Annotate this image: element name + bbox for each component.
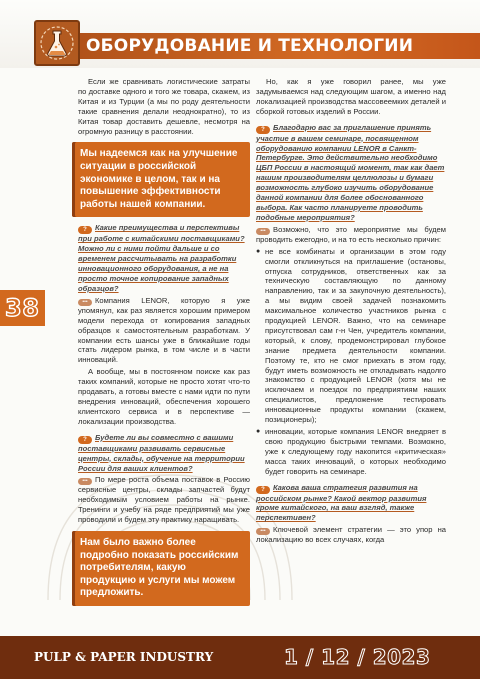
answer-text: Ключевой элемент стратегии — это упор на локализацию во всех случаях, когда: [256, 525, 446, 545]
answer-paragraph: [78, 296, 250, 365]
left-column: [78, 77, 250, 612]
page-number: 38: [5, 294, 40, 322]
section-header: [0, 0, 480, 68]
interview-question: [256, 123, 446, 223]
pull-quote: Нам было важно более подробно показать российским потребителям, какую продукцию и услуги мы можем предложить.: [72, 531, 250, 606]
page-footer: [0, 636, 480, 679]
question-badge-icon: ?: [256, 126, 270, 134]
answer-badge-icon: •••: [78, 478, 92, 485]
answer-paragraph: [78, 475, 250, 525]
page-number-tab: [0, 290, 45, 326]
paragraph: Но, как я уже говорил ранее, мы уже задумываемся над следующим шагом, а именно над локализацией производства массовеемких деталей и сборкой готовых изделий в России.: [256, 77, 446, 116]
lab-flask-logo-icon: [34, 20, 80, 66]
issue-number: 1 / 12 / 2023: [284, 645, 431, 669]
bullet-list: [256, 247, 446, 477]
publication-name: PULP & PAPER INDUSTRY: [34, 650, 214, 664]
answer-text: По мере роста объема поставок в Россию сервисные центры, склады запчастей будут необходимым условием работы на рынке. Тренинги и учебу на ряде предприятий мы уже проводили и будем эту практику наращивать.: [78, 475, 250, 525]
question-text: Какова ваша стратегия развития на российском рынке? Какой вектор развития кроме китайского, на ваш взгляд, также перспективен?: [256, 482, 427, 523]
interview-question: [256, 483, 446, 524]
answer-paragraph: [256, 525, 446, 545]
answer-text: Компания LENOR, которую я уже упомянул, как раз является хорошим примером модели перехода от копирования западных образцов к самостоятельным разработкам. У компании есть шансы уже в ближайшие годы стать лидером рынка, в том числе и в части инноваций.: [78, 295, 250, 365]
answer-badge-icon: •••: [256, 528, 270, 535]
section-title: ОБОРУДОВАНИЕ И ТЕХНОЛОГИИ: [86, 36, 414, 56]
question-badge-icon: ?: [78, 226, 92, 234]
list-item: ● инновации, которые компания LENOR внедряет в свою продукцию быстрыми темпами. Возможно, уже к следующему году накопится «критическая» масса таких инноваций, о которых необходимо будет говорить на семинаре.: [265, 427, 446, 477]
paragraph: А вообще, мы в постоянном поиске как раз таких компаний, которые не просто хотят что-то продавать, а готовы вместе с нами идти по пути внедрения инноваций, обеспечения хорошего клиентского сервиса и в перспективе — локализации производства.: [78, 367, 250, 426]
paragraph: Если же сравнивать логистические затраты по доставке одного и того же товара, скажем, из Китая и из Турции (а мы по роду деятельности такие сравнения делали неоднократно), то из Китая товар доставить дешевле, несмотря на огромную разницу в расстоянии.: [78, 77, 250, 136]
answer-badge-icon: •••: [78, 299, 92, 306]
question-text: Будете ли вы совместно с вашими поставщиками развивать сервисные центры, склады, обучение на территории России для ваших клиентов?: [78, 432, 245, 473]
answer-badge-icon: •••: [256, 228, 270, 235]
pull-quote: Мы надеемся как на улучшение ситуации в российской экономике в целом, так и на повышение эффективности работы нашей компании.: [72, 142, 250, 217]
question-badge-icon: ?: [78, 436, 92, 444]
list-item: ● не все комбинаты и организации в этом году смогли откликнуться на приглашение (остановы, отпуска сотрудников, ответственных как за техническую составляющую по данному направлению, так и за закупочную деятельность), а мы видим своей задачей познакомить максимальное количество участников рынка с продукцией LENOR. Важно, что на семинаре присутствовал сам г-н Чен, учредитель компании, который, к слову, продемонстрировал глубокое знание предмета деятельности компании. Поэтому те, кто не смог приехать в этом году, будут иметь возможность не откладывать надолго знакомство с продукцией LENOR (хотя мы не исключаем и поездок по предприятиям наших специалистов, предложение тестировать инновационные продукты компании (скажем, позиционеры);: [265, 247, 446, 425]
answer-text: Возможно, что это мероприятие мы будем проводить ежегодно, и на то есть несколько причин:: [256, 224, 446, 244]
interview-question: [78, 223, 250, 293]
question-text: Благодарю вас за приглашение принять участие в вашем семинаре, посвященном оборудованию компании LENOR в Санкт-Петербурге. Это действительно необходимо ЦБП России в настоящий момент, так как дает нашим производителям целлюлозы и бумаги возможность глубоко изучить оборудование данной компании для более обоснованного выбора. Как часто планируете проводить подобные мероприятия?: [256, 122, 445, 222]
question-text: Какие преимущества и перспективы при работе с китайскими поставщиками? Можно ли с ними пойти дальше и со временем рассчитывать на разработки инновационного оборудования, а не на просто точное копирование западных образцов?: [78, 223, 245, 293]
question-badge-icon: ?: [256, 486, 270, 494]
answer-paragraph: [256, 225, 446, 245]
interview-question: [78, 433, 250, 474]
right-column: [256, 77, 446, 547]
